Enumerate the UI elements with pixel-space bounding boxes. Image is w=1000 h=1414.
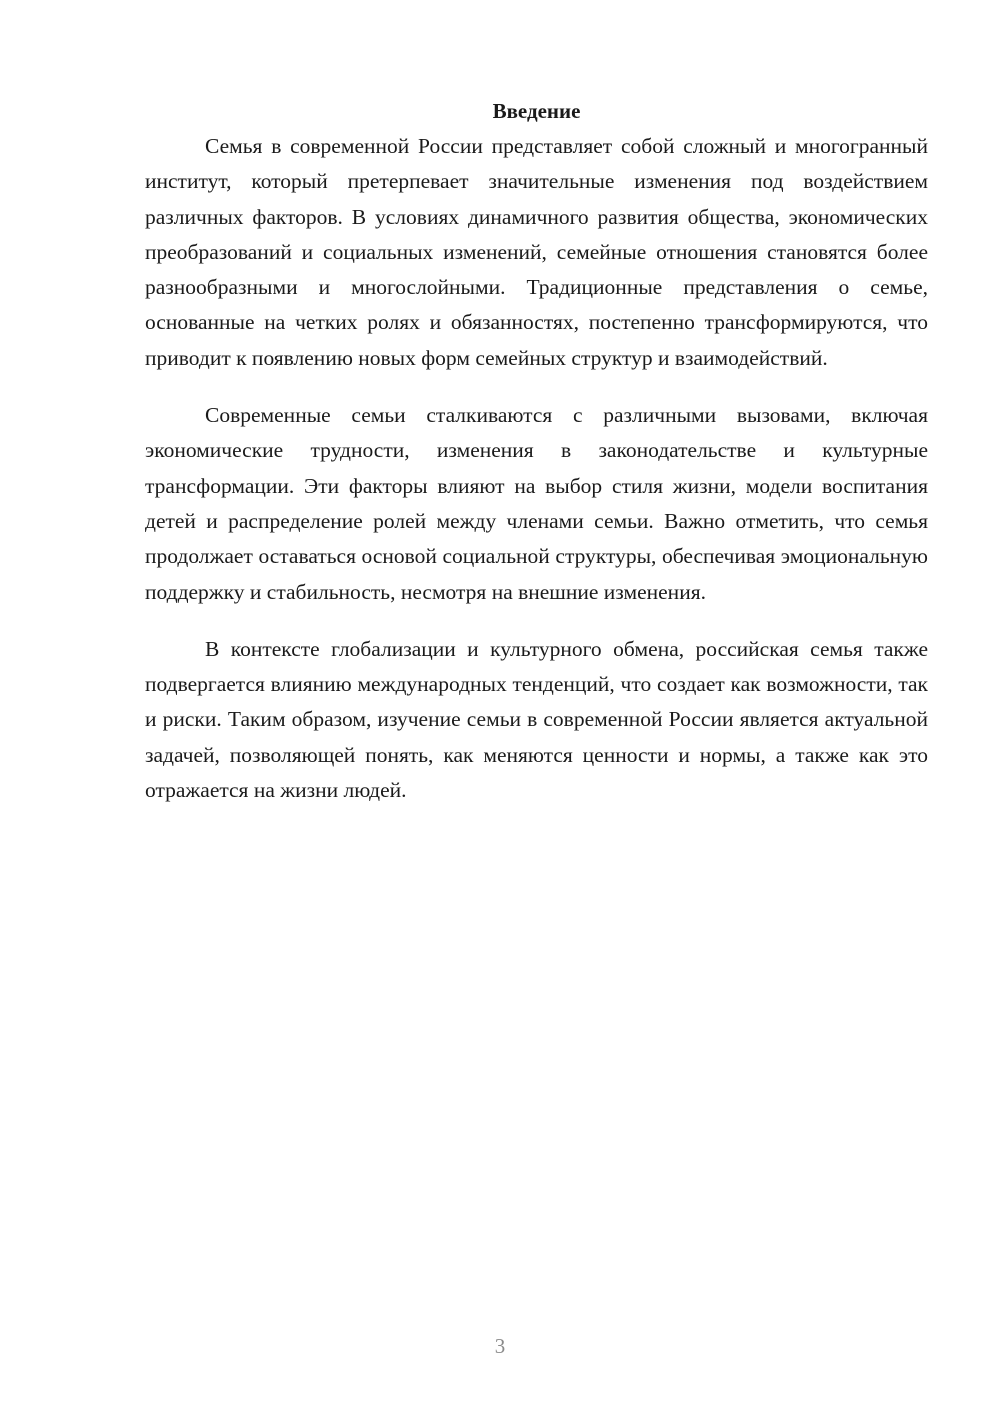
page-content xyxy=(145,94,928,808)
section-title: Введение xyxy=(492,99,581,123)
paragraph-3: В контексте глобализации и культурного обмена, российская семья также подвергается влиянию международных тенденций, что создает как возможности, так и риски. Таким образом, изучение семьи в современной России является актуальной задачей, позволяющей понять, как меняются ценности и нормы, а также как это отражается на жизни людей. xyxy=(145,636,928,803)
paragraph-2: Современные семьи сталкиваются с различными вызовами, включая экономические трудности, изменения в законодательстве и культурные трансформации. Эти факторы влияют на выбор стиля жизни, модели воспитания детей и распределение ролей между членами семьи. Важно отметить, что семья продолжает оставаться основой социальной структуры, обеспечивая эмоциональную поддержку и стабильность, несмотря на внешние изменения. xyxy=(145,403,928,604)
paragraph-1: Семья в современной России представляет собой сложный и многогранный институт, который претерпевает значительные изменения под воздействием различных факторов. В условиях динамичного развития общества, экономических преобразований и социальных изменений, семейные отношения становятся более разнообразными и многослойными. Традиционные представления о семье, основанные на четких ролях и обязанностях, постепенно трансформируются, что приводит к появлению новых форм семейных структур и взаимодействий. xyxy=(145,134,928,370)
page-number: 3 xyxy=(494,1334,506,1358)
